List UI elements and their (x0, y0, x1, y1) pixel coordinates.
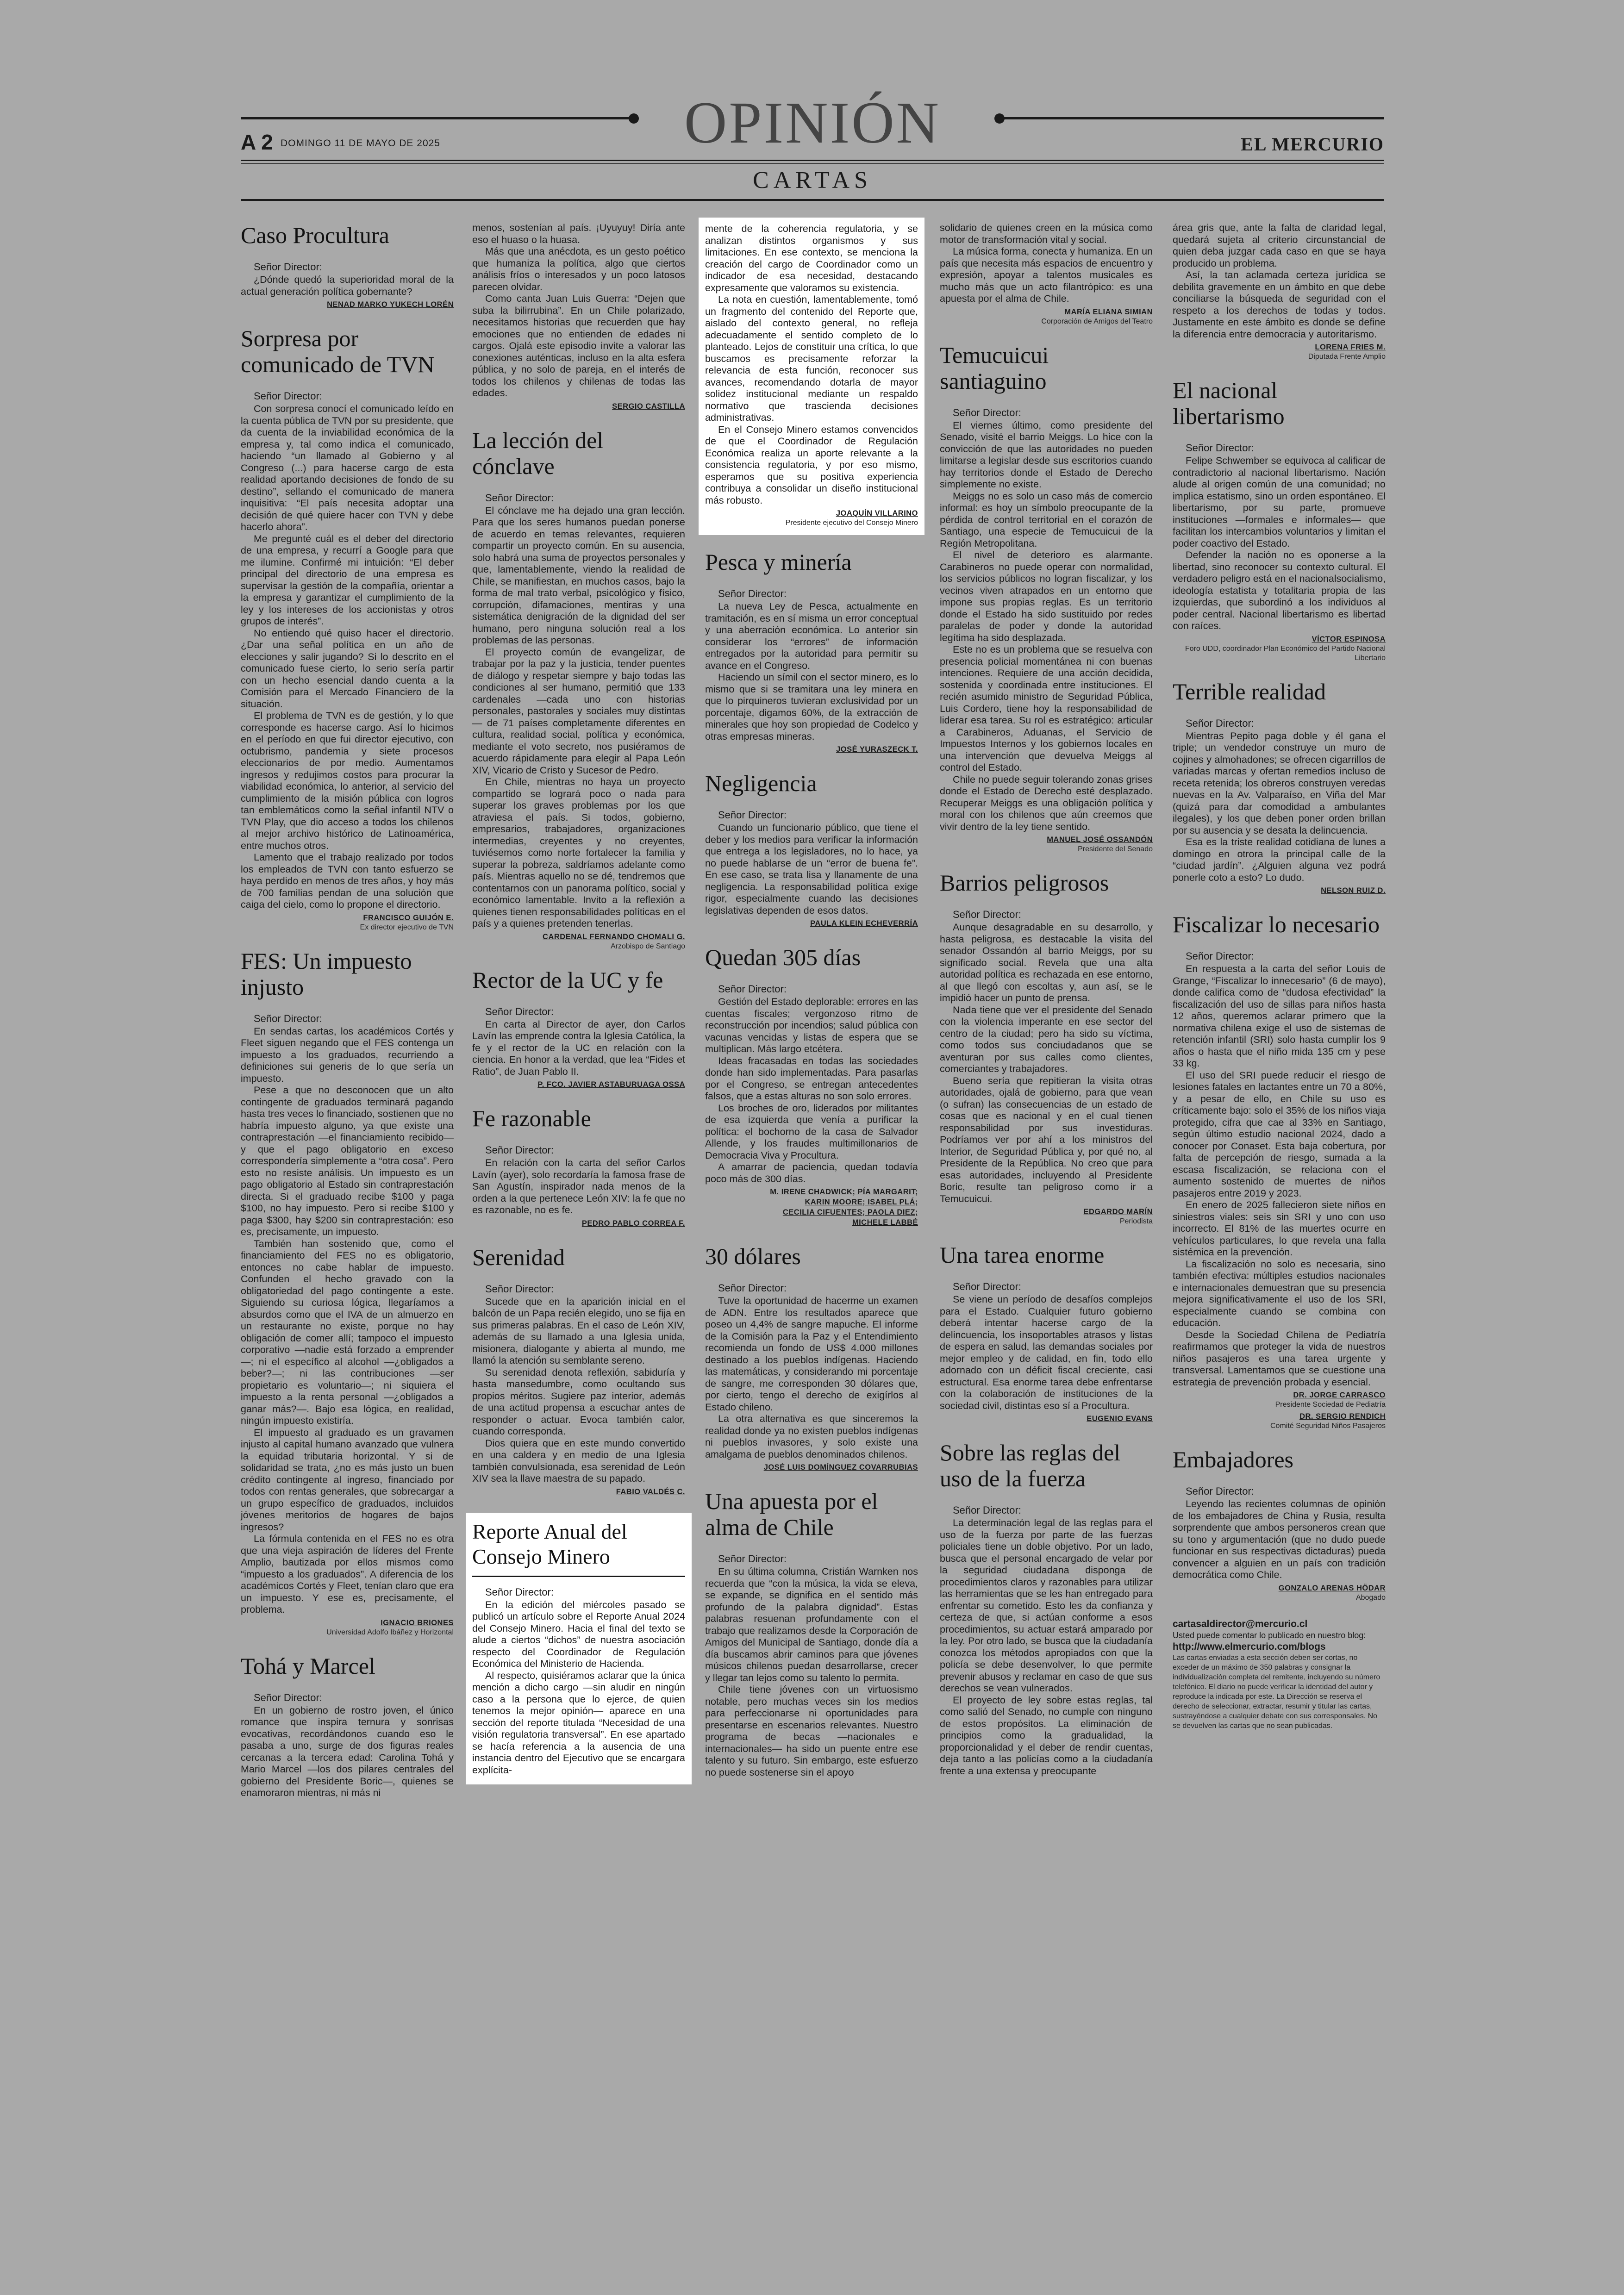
letter-body (1173, 730, 1386, 884)
letter-body (940, 1294, 1153, 1412)
signature-name: MARÍA ELIANA SIMIAN (1064, 307, 1153, 316)
letter-signature (940, 835, 1153, 845)
letter-paragraph: Así, la tan aclamada certeza jurídica se debilita gravemente en un ámbito en que debe conciliarse la búsqueda de seguridad con el respeto a los derechos de todas y todos. Justamente en este ámbito es donde se define la diferencia entre democracia y autoritarismo. (1173, 269, 1386, 340)
letter-body (1173, 222, 1386, 340)
blog-line: Usted puede comentar lo publicado en nuestro blog: (1173, 1630, 1366, 1640)
signature-name: M. IRENE CHADWICK; PÍA MARGARIT; (770, 1188, 918, 1196)
letter-title: Temucuicui santiaguino (940, 342, 1049, 394)
signature-role: Ex director ejecutivo de TVN (360, 923, 454, 931)
letter-paragraph: Nada tiene que ver el presidente del Senado con la violencia imperante en ese sector del centro de la ciudad; pero ha sido su víctima, como todos sus conciudadanos que se aventuran por sus calles como clientes, comerciantes y trabajadores. (940, 1004, 1153, 1074)
letter-paragraph: Desde la Sociedad Chilena de Pediatría reafirmamos que proteger la vida de nuestros niños pasajeros es una tarea urgente y transversal. Lamentamos que se cuestione una estrategia de prevención probada y esencial. (1173, 1329, 1386, 1388)
letter-paragraph: A amarrar de paciencia, quedan todavía poco más de 300 días. (705, 1161, 918, 1185)
letter-signature (705, 744, 918, 755)
signature-name: NENAD MARKO YUKECH LORÉN (327, 300, 454, 309)
signature-role: Periodista (1119, 1217, 1153, 1225)
letter-title: Sorpresa por comunicado de TVN (241, 325, 435, 377)
letter-paragraph: El impuesto al graduado es un gravamen injusto al capital humano avanzado que vulnera la equidad tributaria horizontal. Y si de solidaridad se trata, ¿no es más justo un buen crédito contingente al ingreso, financiado por todos con rentas generales, que sobrecargar a un grupo específico de graduados, incluidos jóvenes meritorios de hogares de bajos ingresos? (241, 1427, 454, 1533)
letter-signature (940, 1414, 1153, 1424)
letter-title: La lección del cónclave (472, 427, 604, 479)
letter-paragraph: El proyecto de ley sobre estas reglas, tal como salió del Senado, no cumple con ninguno de estos propósitos. La eliminación de principios como la gradualidad, la proporcionalidad y el deber de rendir cuentas, deja tanto a las policías como a la ciudadanía frente a una extensa y preocupante (940, 1694, 1153, 1777)
letter-l17 (940, 222, 1153, 326)
letter-body (472, 1157, 685, 1216)
letter-paragraph: menos, sostenían al país. ¡Uyuyuy! Diría ante eso el huaso o la huasa. (472, 222, 685, 245)
header-rule-thin (241, 163, 1384, 164)
letter-body (472, 1296, 685, 1485)
signature-name: EDGARDO MARÍN (1083, 1208, 1153, 1216)
letter-paragraph: Gestión del Estado deplorable: errores en las cuentas fiscales; vergonzoso ritmo de reconstrucción por incendios; salud pública con vacunas vencidas y listas de espera que se multiplican. Más largo etcétera. (705, 996, 918, 1054)
letter-body (241, 274, 454, 298)
letter-paragraph: Cuando un funcionario público, que tiene el deber y los medios para verificar la información que entrega a los legisladores, no lo hace, ya no puede hablarse de un “error de buena fe”. En ese caso, se trata lisa y llanamente de una negligencia. La responsabilidad política exige rigor, especialmente cuando las decisiones legislativas dependen de esos datos. (705, 822, 918, 916)
letter-salutation: Señor Director: (953, 1504, 1021, 1516)
letter-body (241, 403, 454, 911)
newspaper-name: EL MERCURIO (1241, 134, 1384, 155)
letter-l16 (705, 1488, 918, 1778)
letter-title: Caso Procultura (241, 222, 389, 248)
letter-title: Fiscalizar lo necesario (1173, 911, 1380, 937)
letter-signature (705, 508, 918, 518)
letter-l11 (705, 223, 918, 528)
page-number: A 2 (241, 130, 273, 154)
letter-signature (705, 918, 918, 929)
letter-paragraph: La fórmula contenida en el FES no es otra que una vieja aspiración de líderes del Frente Amplio, bautizada por ellos mismos como “impuesto a los graduados”. A diferencia de los académicos Cortés y Fleet, tenían claro que era un impuesto. Y ese es, precisamente, el problema. (241, 1533, 454, 1615)
letter-paragraph: Pese a que no desconocen que un alto contingente de graduados terminará pagando hasta tres veces lo financiado, sostienen que no habría impuesto alguno, ya que existe una contraprestación —el financiamiento recibido— y que el pago obligatorio en exceso correspondería simplemente a “otra cosa”. Pero esto no resiste análisis. Un impuesto es un pago obligatorio al Estado sin contraprestación directa. Si el graduado recibe $100 y paga $100, no hay impuesto. Pero si recibe $100 y paga $300, hay $200 sin contraprestación: eso es, precisamente, un impuesto. (241, 1085, 454, 1237)
letter-salutation: Señor Director: (254, 1012, 322, 1024)
letter-paragraph: En sendas cartas, los académicos Cortés y Fleet siguen negando que el FES contenga un impuesto a los graduados, recurriendo a definiciones sui generis de lo que sería un impuesto. (241, 1025, 454, 1084)
letter-signature (940, 1207, 1153, 1217)
letter-paragraph: También han sostenido que, como el financiamiento del FES no es obligatorio, entonces no cabe hablar de impuesto. Confunden el hecho gravado con la obligatoriedad del pago contingente a este. Siguiendo su curiosa lógica, llegaríamos a absurdos como que el IVA de un almuerzo en un restaurante no existe, porque no hay obligación de comer allí; tampoco el impuesto corporativo —nadie está forzado a emprender—; ni el específico al alcohol —¿obligados a beber?—; ni las contribuciones —ser propietario es voluntario—; ni siquiera el impuesto a la renta personal —¿obligados a ganar más?—. Bajo esa lógica, en realidad, ningún impuesto existiría. (241, 1238, 454, 1426)
masthead-rule-right (995, 117, 1384, 119)
letter-title: Serenidad (472, 1244, 565, 1270)
letter-body (705, 996, 918, 1185)
letter-l1 (241, 222, 454, 310)
letter-l25 (1173, 911, 1386, 1431)
letter-l14 (705, 944, 918, 1228)
letter-paragraph: solidario de quienes creen en la música como motor de transformación vital y social. (940, 222, 1153, 245)
letter-body (472, 1599, 685, 1777)
letter-salutation: Señor Director: (254, 390, 322, 402)
letter-title: Terrible realidad (1173, 678, 1326, 705)
letter-paragraph: Dios quiera que en este mundo convertido en una caldera y en medio de una Iglesia también convulsionada, esa serenidad de León XIV sea la llave maestra de su papado. (472, 1437, 685, 1484)
letter-paragraph: Bueno sería que repitieran la visita otras autoridades, ojalá de gobierno, para que vean (o sufran) las consecuencias de un estado de cosas que es nacional y en el cual tienen responsabilidad por sus investiduras. Podríamos ver por ahí a los ministros del Interior, de Seguridad Pública y, por qué no, al Presidente de la República. No creo que para esas autoridades, incluyendo al Presidente Boric, resulte tan peligroso como ir a Temucuicui. (940, 1075, 1153, 1204)
letter-title: Reporte Anual del Consejo Minero (472, 1519, 685, 1577)
letter-paragraph: La determinación legal de las reglas para el uso de la fuerza por parte de las fuerzas policiales tiene un doble objetivo. Por un lado, busca que el personal encargado de velar por la seguridad ciudadana disponga de procedimientos claros y razonables para utilizar las herramientas que se les han entregado para enfrentar su cometido. Esto les da confianza y certeza de que, si actúan conforme a esos procedimientos, su actuar estará amparado por la ley. Por otro lado, se busca que la ciudadanía conozca los métodos apropiados con que la policía se debe desenvolver, lo que permite prevenir abusos y reclamar en caso de que sus derechos se vean vulnerados. (940, 1517, 1153, 1694)
masthead (241, 88, 1384, 206)
signature-name: CARDENAL FERNANDO CHOMALI G. (543, 932, 685, 941)
signature-name: MANUEL JOSÉ OSSANDÓN (1047, 836, 1153, 844)
letters-policy: Las cartas enviadas a esta sección deben ser cortas, no exceder de un máximo de 350 palabras y consignar la individualización completa del remitente, incluyendo su número telefónico. El diario no puede verificar la identidad del autor y reproduce la indicada por este. La Dirección se reserva el derecho de seleccionar, extractar, resumir y titular las cartas, sustrayéndose a cualquier debate con sus corresponsales. No se devuelven las cartas que no sean publicadas. (1173, 1653, 1380, 1730)
letter-title: Una apuesta por el alma de Chile (705, 1488, 878, 1540)
letter-paragraph: área gris que, ante la falta de claridad legal, quedará sujeta al criterio circunstancial de quien deba juzgar cada caso en que se haya producido un problema. (1173, 222, 1386, 269)
letter-salutation: Señor Director: (718, 1553, 787, 1565)
letter-paragraph: ¿Dónde quedó la superioridad moral de la actual generación política gobernante? (241, 274, 454, 297)
letter-body (705, 822, 918, 917)
letter-title: Quedan 305 días (705, 944, 861, 970)
letter-l3 (241, 948, 454, 1637)
letter-signature (472, 1487, 685, 1497)
letter-body (1173, 455, 1386, 632)
signature-role: Arzobispo de Santiago (611, 942, 685, 950)
signature-name: JOSÉ YURASZECK T. (836, 745, 918, 754)
letter-paragraph: El uso del SRI puede reducir el riesgo de lesiones fatales en lactantes entre un 70 a 80%, y a pesar de ello, en Chile su uso es críticamente bajo: solo el 35% de los niños viaja protegido, cifra que cae al 33% en Santiago, según último estudio nacional 2024, dado a conocer por Conaset. Esta baja cobertura, por falta de percepción de riesgo, sumada a la escasa fiscalización, se relaciona con el aumento sostenido de muertes de niños pasajeros entre 2019 y 2023. (1173, 1069, 1386, 1199)
letter-salutation: Señor Director: (953, 406, 1021, 418)
letter-paragraph: Como canta Juan Luis Guerra: “Dejen que suba la bilirrubina”. En un Chile polarizado, necesitamos historias que recuerden que hay emociones que no entienden de edades ni cargos. Ojalá este episodio invite a valorar las conexiones auténticas, incluso en la alta esfera pública, y no solo de pareja, en el interés de todos los chilenos y chilenas de todas las edades. (472, 293, 685, 399)
signature-role: Presidente ejecutivo del Consejo Minero (785, 519, 918, 527)
letter-salutation: Señor Director: (718, 983, 787, 995)
letter-salutation: Señor Director: (718, 588, 787, 599)
letter-body (241, 1705, 454, 1799)
letter-signature (472, 932, 685, 942)
letter-l19 (940, 870, 1153, 1226)
letter-signature (1173, 1390, 1386, 1400)
letter-paragraph: La nueva Ley de Pesca, actualmente en tramitación, es en sí misma un error conceptual y una aberración económica. Lo anterior sin considerar los “errores” de información entregados por la autoridad para permitir su avance en el Congreso. (705, 601, 918, 671)
letter-l24 (1173, 679, 1386, 896)
letter-paragraph: En la edición del miércoles pasado se publicó un artículo sobre el Reporte Anual 2024 del Consejo Minero. Hacia el final del texto se alude a ciertos “dichos” de nuestra asociación respecto del Coordinador de Regulación Económica del Ministerio de Hacienda. (472, 1599, 685, 1669)
letter-paragraph: El problema de TVN es de gestión, y lo que corresponde es hacerse cargo. Así lo hicimos en el período en que fui director ejecutivo, con octubrismo, pandemia y siete procesos eleccionarios de por medio. Aumentamos ingresos y redujimos costos para procurar la viabilidad económica, lo anterior, al servicio del cumplimiento de la misión pública con logros tan emblemáticos como la señal infantil NTV o TVN Play, que dio acceso a todos los chilenos al mejor archivo histórico de Latinoamérica, entre muchos otros. (241, 710, 454, 851)
letters-email-link[interactable]: cartasaldirector@mercurio.cl (1173, 1618, 1308, 1629)
letter-paragraph: Su serenidad denota reflexión, sabiduría y hasta mansedumbre, como ocultando sus propios méritos. Sugiere paz interior, además de una actitud propensa a escuchar antes de responder o actuar. Evoca también calor, cuando corresponda. (472, 1366, 685, 1437)
letter-l7 (472, 967, 685, 1090)
letter-paragraph: En carta al Director de ayer, don Carlos Lavín las emprende contra la Iglesia Católica, la fe y el rector de la UC en relación con la ciencia. En honor a la verdad, que lea “Fides et Ratio”, de Juan Pablo II. (472, 1018, 685, 1077)
letter-signature (1173, 1583, 1386, 1593)
letter-paragraph: En respuesta a la carta del señor Louis de Grange, “Fiscalizar lo innecesario” (6 de mayo), donde califica como de “dudosa efectividad” la fiscalización del uso de sillas para niños hasta 12 años, queremos aclarar primero que la normativa chilena exige el uso de sistemas de retención infantil (SRI) solo hasta cumplir los 9 años o hasta que el niño mida 135 cm y pese 33 kg. (1173, 963, 1386, 1069)
letter-paragraph: En Chile, mientras no haya un proyecto compartido se logrará poco o nada para superar los graves problemas por los que atraviesa el país. Si todos, gobierno, empresarios, trabajadores, organizaciones intermedias, creyentes y no creyentes, tuviésemos como norte fortalecer la familia y superar la pobreza, saldríamos adelante como país. Mientras aquello no se dé, tendremos que contentarnos con un panorama político, social y económico lamentable. Invito a la reflexión a quienes tienen responsabilidades políticas en el país y a quienes pretenden tenerlas. (472, 776, 685, 929)
letter-l22 (1173, 222, 1386, 362)
letter-l5 (472, 222, 685, 412)
letter-signature (472, 1218, 685, 1229)
letter-signature (1173, 342, 1386, 352)
letter-salutation: Señor Director: (485, 1005, 554, 1017)
letter-body (940, 420, 1153, 833)
letter-salutation: Señor Director: (718, 1282, 787, 1294)
signature-name: LORENA FRIES M. (1315, 343, 1386, 351)
letter-l18 (940, 342, 1153, 854)
signature-name: EUGENIO EVANS (1087, 1415, 1153, 1423)
letter-signature (472, 401, 685, 412)
letter-paragraph: El proyecto común de evangelizar, de trabajar por la paz y la justicia, tender puentes de diálogo y respetar siempre y bajo todas las condiciones al ser humano, permitió que 133 cardenales —cada uno con historias personales, pastorales y sociales muy distintas— de 71 países completamente diferentes en cultura, realidad social, política y económica, mediante el voto secreto, nos pusiéramos de acuerdo rápidamente para elegir al Papa León XIV, Vicario de Cristo y Sucesor de Pedro. (472, 646, 685, 776)
header-rule (241, 160, 1384, 161)
letter-signature (1173, 886, 1386, 896)
letter-paragraph: Haciendo un símil con el sector minero, es lo mismo que si se tramitara una ley minera en que lo pirquineros tuvieran exclusividad por un porcentaje, digamos 60%, de la extracción de minerales que hoy son propiedad de Codelco y otras empresas mineras. (705, 672, 918, 742)
letter-paragraph: Felipe Schwember se equivoca al calificar de contradictorio al nacional libertarismo. Nación alude al origen común de una comunidad; no implica estatismo, sino un orden espontáneo. El libertarismo, por su parte, promueve instituciones —formales e informales— que facilitan los intercambios voluntarios y limitan el poder coactivo del Estado. (1173, 455, 1386, 549)
letter-l10 (472, 1519, 685, 1777)
letter-paragraph: En relación con la carta del señor Carlos Lavín (ayer), solo recordaría la famosa frase de San Agustín, inspirador nada menos de la orden a la que pertenece León XIV: la fe que no es razonable, no es fe. (472, 1157, 685, 1216)
letter-signature (1173, 634, 1386, 644)
letter-body (940, 1517, 1153, 1777)
signature-role: Comité Seguridad Niños Pasajeros (1270, 1422, 1386, 1430)
signature-name: IGNACIO BRIONES (381, 1618, 454, 1627)
signature-role: Corporación de Amigos del Teatro (1041, 317, 1153, 325)
letter-body (1173, 1498, 1386, 1581)
letter-body (705, 223, 918, 506)
letter-paragraph: Esa es la triste realidad cotidiana de lunes a domingo en otrora la principal calle de la “ciudad jardín”. ¿Alguien alguna vez podrá ponerle coto a esto? Lo dudo. (1173, 836, 1386, 883)
letter-salutation: Señor Director: (1186, 717, 1254, 729)
letter-paragraph: No entiendo qué quiso hacer el directorio. ¿Dar una señal política en un año de elecciones y salir jugando? Si lo descrito en el comunicado fuese cierto, lo serio sería partir con un hecho esencial dando cuenta a la Comisión para el Mercado Financiero de la situación. (241, 627, 454, 710)
letter-salutation: Señor Director: (1186, 950, 1254, 962)
letter-signature (705, 1462, 918, 1472)
letter-paragraph: Aunque desagradable en su desarrollo, y hasta peligrosa, es destacable la visita del senador Ossandón al barrio Meiggs, por su significado social. Revela que una alta autoridad política es rechazada en ese entorno, al que llegó con escoltas y, aun así, se le impidió hacer un punto de prensa. (940, 922, 1153, 1004)
letter-body (940, 922, 1153, 1205)
letter-paragraph: Los broches de oro, liderados por militantes de esa izquierda que venía a purificar la política: el bochorno de la casa de Salvador Allende, y los fraudes multimillonarios de Democracia Viva y Procultura. (705, 1102, 918, 1161)
letter-paragraph: La nota en cuestión, lamentablemente, tomó un fragmento del contenido del Reporte que, aislado del contexto general, no refleja adecuadamente el sentido completo de lo planteado. Lejos de constituir una crítica, lo que buscamos es precisamente reforzar la relevancia de esta función, reconocer sus avances, recomendando dotarla de mayor solidez institucional mediante un respaldo normativo que trascienda decisiones administrativas. (705, 294, 918, 423)
letter-signature (472, 1079, 685, 1090)
signature-name: GONZALO ARENAS HÖDAR (1278, 1584, 1386, 1592)
letter-body (705, 1295, 918, 1460)
letter-l9 (472, 1244, 685, 1497)
letter-title: Embajadores (1173, 1447, 1294, 1472)
signature-name: PEDRO PABLO CORREA F. (581, 1219, 685, 1228)
signature-role: Diputada Frente Amplio (1308, 353, 1386, 361)
letter-body (1173, 963, 1386, 1388)
letter-salutation: Señor Director: (485, 1586, 554, 1598)
letter-body (705, 1566, 918, 1778)
signature-name: MICHELE LABBÉ (852, 1218, 918, 1227)
letter-body (472, 1019, 685, 1078)
signature-role: Abogado (1355, 1593, 1386, 1602)
letter-paragraph: Más que una anécdota, es un gesto poético que humaniza la política, algo que ciertos análisis fríos o interesados y un poco latosos parecen olvidar. (472, 246, 685, 293)
letter-salutation: Señor Director: (254, 261, 322, 273)
letter-paragraph: En enero de 2025 fallecieron siete niños en siniestros viales: seis sin SRI y uno con uso incorrecto. El 81% de las muertes ocurre en vehículos particulares, lo que revela una falla sistémica en la prevención. (1173, 1199, 1386, 1258)
letter-paragraph: Se viene un período de desafíos complejos para el Estado. Cualquier futuro gobierno deberá intentar hacerse cargo de la delincuencia, los insoportables atrasos y listas de espera en salud, las demandas sociales por mejor empleo y de calidad, en fin, todo ello adornado con un déficit fiscal creciente, casi estructural. Esa enorme tarea debe enfrentarse con la colaboración de instituciones de la sociedad civil, distintas eso sí a Procultura. (940, 1294, 1153, 1411)
letter-l15 (705, 1243, 918, 1472)
blog-link[interactable]: http://www.elmercurio.com/blogs (1173, 1641, 1326, 1652)
letter-l6 (472, 427, 685, 951)
column-3 (705, 222, 918, 1794)
letter-signature (705, 1187, 918, 1228)
letter-title: Pesca y minería (705, 549, 852, 575)
letter-l23 (1173, 377, 1386, 663)
letter-body (241, 1026, 454, 1616)
letter-title: Tohá y Marcel (241, 1653, 375, 1679)
letter-paragraph: En su última columna, Cristián Warnken nos recuerda que “con la música, la vida se eleva, se expande, se dignifica en el sentido más profundo de la palabra dignidad”. Estas palabras resuenan profundamente con el trabajo que realizamos desde la Corporación de Amigos del Municipal de Santiago, donde día a día buscamos abrir caminos para que jóvenes músicos chilenos puedan desarrollarse, crecer y llegar tan lejos como su talento lo permita. (705, 1566, 918, 1684)
letter-body (472, 222, 685, 399)
signature-name: FRANCISCO GUIJÓN E. (363, 913, 454, 922)
letter-paragraph: Ideas fracasadas en todas las sociedades donde han sido implementadas. Para pasarlas por el Congreso, se entregan antecedentes falsos, que a estas alturas no son solo errores. (705, 1055, 918, 1102)
signature-name: DR. SERGIO RENDICH (1299, 1412, 1386, 1421)
letter-l2 (241, 325, 454, 932)
letter-l8 (472, 1105, 685, 1229)
column-5 (1173, 222, 1386, 1731)
letter-salutation: Señor Director: (718, 809, 787, 821)
signature-name: FABIO VALDÉS C. (616, 1487, 685, 1496)
section-title: OPINIÓN (684, 90, 941, 156)
letter-title: Fe razonable (472, 1105, 591, 1131)
letter-paragraph: Chile tiene jóvenes con un virtuosismo notable, pero muchas veces sin los medios para perfeccionarse ni oportunidades para presentarse en escenarios relevantes. Nuestro programa de becas —nacionales e internacionales— ha sido un puente entre ese talento y su futuro. Sin embargo, este esfuerzo no puede sostenerse sin el apoyo (705, 1684, 918, 1778)
letters-footer (1173, 1618, 1386, 1731)
letter-paragraph: Chile no puede seguir tolerando zonas grises donde el Estado de Derecho esté desplazado. Recuperar Meiggs es una obligación política y moral con los chilenos que aún creemos que vivir dentro de la ley tiene sentido. (940, 773, 1153, 832)
letter-l21 (940, 1440, 1153, 1777)
letter-salutation: Señor Director: (485, 492, 554, 504)
letter-paragraph: Al respecto, quisiéramos aclarar que la única mención a dicho cargo —sin aludir en ningún caso a la persona que lo ejerce, de quien tenemos la mejor opinión— aparece en una sección del reporte titulada “Necesidad de una visión regulatoria transversal”. En ese apartado se hacía referencia a la ausencia de una instancia dentro del Ejecutivo que se encargara explícita- (472, 1670, 685, 1776)
signature-role: Presidente Sociedad de Pediatría (1275, 1401, 1386, 1409)
letter-paragraph: Me pregunté cuál es el deber del directorio de una empresa, y recurrí a Google para que me ilumine. Confirmé mi intuición: “El deber principal del directorio de una empresa es supervisar la gestión de la compañía, orientar a la empresa y garantizar el cumplimiento de la ley y los intereses de los accionistas y otros grupos de interés”. (241, 533, 454, 627)
letter-paragraph: En un gobierno de rostro joven, el único romance que inspira ternura y sonrisas evocativas, recordándonos cuando eso le pasaba a uno, surge de dos figuras reales cercanas a la tercera edad: Carolina Tohá y Mario Marcel —los dos pilares centrales del gobierno del Presidente Boric—, quienes se enamoraron mientras, ni más ni (241, 1704, 454, 1798)
letter-l13 (705, 770, 918, 929)
letter-salutation: Señor Director: (254, 1691, 322, 1703)
letter-paragraph: Meiggs no es solo un caso más de comercio informal: es hoy un símbolo preocupante de la pérdida de control territorial en el corazón de Santiago, una especie de Temucuicui de la Región Metropolitana. (940, 490, 1153, 549)
letter-title: FES: Un impuesto injusto (241, 948, 412, 1000)
letter-body (705, 601, 918, 742)
letter-body (472, 505, 685, 930)
letter-title: Rector de la UC y fe (472, 967, 663, 993)
letter-paragraph: En el Consejo Minero estamos convencidos de que el Coordinador de Regulación Económica realiza un aporte relevante a la consistencia regulatoria, y por eso mismo, esperamos que su positiva experiencia contribuya a consolidar un diseño institucional más robusto. (705, 424, 918, 506)
signature-name: CECILIA CIFUENTES; PAOLA DIEZ; (782, 1208, 918, 1216)
signature-name: JOSÉ LUIS DOMÍNGUEZ COVARRUBIAS (763, 1463, 918, 1472)
letter-signature (241, 299, 454, 310)
letter-salutation: Señor Director: (1186, 1485, 1254, 1497)
letter-paragraph: mente de la coherencia regulatoria, y se analizan distintos organismos y sus limitaciones. En ese contexto, se menciona la creación del cargo de Coordinador como un indicador de esa necesidad, destacando expresamente que valoramos su existencia. (705, 223, 918, 293)
letter-l12 (705, 549, 918, 755)
letter-title: Negligencia (705, 770, 817, 796)
letter-paragraph: Lamento que el trabajo realizado por todos los empleados de TVN con tanto esfuerzo se haya perdido en menos de tres años, y hoy más de 700 familias pendan de una solución que caiga del cielo, como lo propone el directorio. (241, 852, 454, 910)
letter-signature (241, 1618, 454, 1628)
letter-paragraph: Tuve la oportunidad de hacerme un examen de ADN. Entre los resultados aparece que poseo un 4,4% de sangre mapuche. El informe de la Comisión para la Paz y el Entendimiento recomienda un fondo de US$ 4.000 millones destinado a los pueblos indígenas. Haciendo las matemáticas, y considerando mi porcentaje de sangre, me corresponden 30 dólares que, por cierto, tengo el derecho de exigírlos al Estado chileno. (705, 1295, 918, 1413)
signature-role: Foro UDD, coordinador Plan Económico del Partido Nacional Libertario (1185, 644, 1386, 662)
column-2 (472, 222, 685, 1784)
letter-paragraph: El nivel de deterioro es alarmante. Carabineros no puede operar con normalidad, los servicios públicos no logran fiscalizar, y los vecinos viven atrapados en un entorno que impone sus propias reglas. Es un territorio donde el Estado ha sido sustituido por redes paralelas de poder y donde la autoridad legítima ha sido desplazada. (940, 549, 1153, 643)
letter-paragraph: La otra alternativa es que sinceremos la realidad donde ya no existen pueblos indígenas ni pueblos invasores, y solo existe una amalgama de pueblos denominados chilenos. (705, 1413, 918, 1460)
letter-salutation: Señor Director: (485, 1144, 554, 1156)
letter-salutation: Señor Director: (953, 1281, 1021, 1292)
letter-paragraph: El cónclave me ha dejado una gran lección. Para que los seres humanos puedan ponerse de acuerdo en temas relevantes, requieren compartir un proyecto común. En su ausencia, solo habrá una suma de proyectos personales y que, lamentablemente, viendo la realidad de Chile, se manifiestan, en muchos casos, bajo la forma de mal trato verbal, psicológico y físico, corrupción, difamaciones, mentiras y una sistemática denigración de la dignidad del ser humano, pero ninguna solución real a los problemas de las personas. (472, 505, 685, 646)
letter-salutation: Señor Director: (953, 909, 1021, 920)
signature-name: KARIN MOORE; ISABEL PLÁ; (805, 1198, 918, 1206)
letter-paragraph: Mientras Pepito paga doble y él gana el triple; un vendedor construye un muro de cojines y almohadones; se ofrecen cigarrillos de variadas marcas y ofertan remedios incluso de receta retenida; los obreros construyen veredas nuevas en la Av. Valparaíso, en Viña del Mar (quizá para dar comodidad a ambulantes ilegales), y los que deben poner orden brillan por su ausencia y se desata la delincuencia. (1173, 730, 1386, 836)
signature-name: NELSON RUIZ D. (1321, 886, 1386, 895)
signature-name: DR. JORGE CARRASCO (1293, 1391, 1386, 1399)
letter-l26 (1173, 1447, 1386, 1603)
letter-title: Una tarea enorme (940, 1242, 1105, 1268)
signature-name: JOAQUÍN VILLARINO (836, 509, 918, 518)
subsection-rule (241, 199, 1384, 201)
letter-paragraph: La fiscalización no solo es necesaria, sino también efectiva: múltiples estudios nacionales e internacionales demuestran que su presencia mejora significativamente el uso de los SRI, especialmente cuando se combina con educación. (1173, 1258, 1386, 1328)
signature-name: SERGIO CASTILLA (612, 402, 685, 411)
signature-name: PAULA KLEIN ECHEVERRÍA (810, 919, 918, 928)
letter-salutation: Señor Director: (485, 1283, 554, 1295)
letter-body (940, 222, 1153, 305)
letter-paragraph: Con sorpresa conocí el comunicado leído en la cuenta pública de TVN por su presidente, que da cuenta de la inviabilidad económica de la empresa y, tal como indica el comunicado, haciendo “un llamado al Gobierno y al Congreso (...) para hacerse cargo de esta realidad aportando decisiones de fondo de su destino”, sellando el comunicado de manera inquisitiva: “El país necesita adoptar una decisión de qué quiere hacer con TVN y debe hacerlo ahora”. (241, 403, 454, 532)
column-4 (940, 222, 1153, 1793)
letter-paragraph: La música forma, conecta y humaniza. En un país que necesita más espacios de encuentro y expresión, apoyar a talentos musicales es mucho más que un acto filantrópico: es una apuesta por el alma de Chile. (940, 246, 1153, 304)
letter-l4 (241, 1653, 454, 1799)
letter-title: 30 dólares (705, 1243, 801, 1269)
letter-paragraph: El viernes último, como presidente del Senado, visité el barrio Meiggs. Lo hice con la convicción de que las autoridades no pueden limitarse a legislar desde sus escritorios cuando hay territorios donde el Estado de Derecho simplemente no existe. (940, 419, 1153, 490)
subsection-title: CARTAS (753, 167, 872, 193)
signature-name: P. FCO. JAVIER ASTABURUAGA OSSA (537, 1080, 685, 1089)
letter-paragraph: Defender la nación no es oponerse a la libertad, sino reconocer su contexto cultural. El verdadero peligro está en el nacionalsocialismo, ideología estatista y totalitaria propia de las izquierdas, que subordinó a los individuos al poder central. Nacional libertarismo es libertad con raíces. (1173, 549, 1386, 631)
signature-role: Presidente del Senado (1078, 845, 1153, 853)
letter-l20 (940, 1242, 1153, 1424)
letter-salutation: Señor Director: (1186, 442, 1254, 454)
letter-paragraph: Sucede que en la aparición inicial en el balcón de un Papa recién elegido, uno se fija en sus primeras palabras. En el caso de León XIV, además de su llamado a una Iglesia unida, misionera, dialogante y abierta al mundo, me llamó la atención su semblante sereno. (472, 1296, 685, 1366)
signature-role: Universidad Adolfo Ibáñez y Horizontal (326, 1628, 454, 1636)
letter-signature (241, 913, 454, 923)
letter-title: El nacional libertarismo (1173, 377, 1285, 429)
letter-signature (940, 307, 1153, 317)
letter-title: Barrios peligrosos (940, 870, 1109, 896)
letter-title: Sobre las reglas del uso de la fuerza (940, 1440, 1121, 1491)
letter-paragraph: Este no es un problema que se resuelva con presencia policial momentánea ni con buenas intenciones. Requiere de una acción decidida, sostenida y coordinada entre instituciones. El recién asumido ministro de Seguridad Pública, Luis Cordero, tiene hoy la responsabilidad de liderar esa tarea. Su rol es estratégico: articular a Carabineros, Aduanas, el Servicio de Impuestos Internos y los gobiernos locales en una intervención que devuelva Meiggs al control del Estado. (940, 644, 1153, 773)
masthead-rule-left (241, 117, 630, 119)
letter-paragraph: Leyendo las recientes columnas de opinión de los embajadores de China y Rusia, resulta sorprendente que ambos personeros crean que su tono y argumentación (que no dudo puede funcionar en sus respectivas dictaduras) pueda convencer a alguien en un país con tradición democrática como Chile. (1173, 1498, 1386, 1580)
column-1 (241, 222, 454, 1815)
page-date: DOMINGO 11 DE MAYO DE 2025 (281, 138, 440, 149)
signature-name: VÍCTOR ESPINOSA (1312, 635, 1386, 643)
